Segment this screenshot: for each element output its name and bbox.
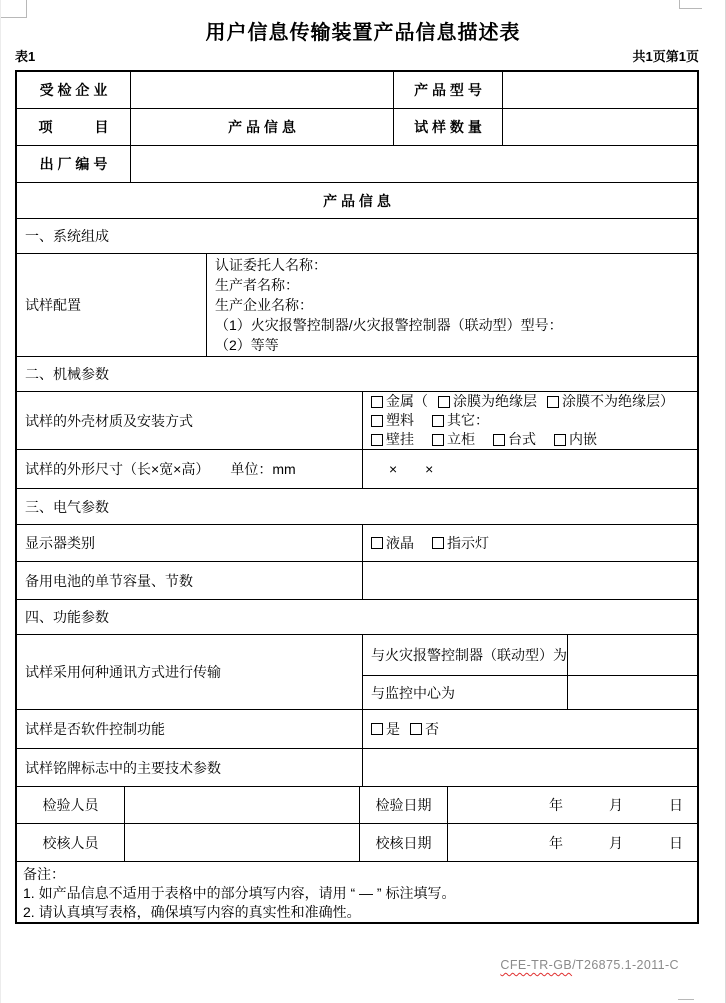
item-value: 产 品 信 息 (131, 109, 394, 145)
checkbox-option-label: 指示灯 (447, 534, 489, 551)
comm-fire-controller-field[interactable] (568, 635, 697, 675)
section-title-electrical: 三、电气参数 (25, 498, 109, 515)
margin-mark-top-right-h (679, 8, 702, 9)
notes-title: 备注： (23, 866, 65, 882)
table-row (363, 635, 697, 676)
table-row (17, 254, 697, 357)
table-row (17, 392, 697, 450)
checkbox-option-label: 否 (425, 720, 439, 737)
checkbox-icon[interactable] (371, 434, 383, 446)
sample-config-label: 试样配置 (17, 254, 207, 356)
sample-qty-label: 试 样 数 量 (394, 109, 503, 145)
checkbox-icon[interactable] (371, 396, 383, 408)
product-info-section-header: 产 品 信 息 (323, 192, 391, 209)
checkbox-option[interactable] (547, 392, 674, 411)
checkbox-option-label: 金属（ (386, 393, 428, 409)
display-type-field (363, 525, 697, 561)
product-info-table (15, 70, 699, 924)
checkbox-line (371, 411, 489, 430)
date-unit-month: 月 (609, 797, 623, 813)
product-model-field[interactable] (503, 72, 697, 108)
factory-no-field[interactable] (131, 146, 697, 182)
footer-document-code (500, 958, 679, 972)
checkbox-icon[interactable] (432, 537, 444, 549)
page-count-label: 共1页第1页 (632, 49, 699, 64)
table-row (17, 600, 697, 635)
comm-method-label: 试样采用何种通讯方式进行传输 (17, 635, 363, 709)
comm-fire-controller-label: 与火灾报警控制器（联动型）为 (363, 635, 568, 675)
notes-line: 1. 如产品信息不适用于表格中的部分填写内容，请用 “ — ” 标注填写。 (23, 885, 456, 901)
table-row (17, 489, 697, 525)
checkbox-option-label: 壁挂 (386, 431, 414, 447)
config-line: 认证委托人名称： (215, 257, 327, 273)
checkbox-icon[interactable] (493, 434, 505, 446)
table-row (17, 824, 697, 862)
section-title-system: 一、系统组成 (25, 228, 109, 244)
checkbox-icon[interactable] (371, 723, 383, 735)
table-row (17, 72, 697, 109)
sample-qty-field[interactable] (503, 109, 697, 145)
software-control-label: 试样是否软件控制功能 (17, 710, 363, 748)
checkbox-option-label: 立柜 (447, 431, 475, 447)
checkbox-line (371, 720, 439, 739)
table-row (17, 219, 697, 254)
notes-block (17, 862, 697, 922)
checkbox-line (371, 430, 597, 449)
table-row (17, 710, 697, 749)
checkbox-line (371, 392, 674, 411)
meta-row (15, 46, 699, 65)
review-date-field[interactable] (448, 824, 697, 861)
checkbox-icon[interactable] (410, 723, 422, 735)
table-row (17, 357, 697, 392)
table-row (17, 450, 697, 489)
table-row (17, 562, 697, 600)
inspector-field[interactable] (125, 787, 360, 823)
checkbox-option-label: 是 (386, 720, 400, 737)
nameplate-field[interactable] (363, 749, 697, 786)
inspect-date-label: 检验日期 (360, 787, 448, 823)
table-row (17, 109, 697, 146)
checkbox-icon[interactable] (554, 434, 566, 446)
checkbox-option-label: 塑料 (386, 412, 414, 428)
nameplate-label: 试样铭牌标志中的主要技术参数 (17, 749, 363, 786)
inspector-label: 检验人员 (17, 787, 125, 823)
date-unit-day: 日 (669, 834, 683, 851)
config-line: 生产者名称： (215, 277, 299, 293)
date-unit-month: 月 (609, 834, 623, 851)
table-row (17, 183, 697, 219)
checkbox-option[interactable] (410, 720, 439, 739)
checkbox-icon[interactable] (371, 537, 383, 549)
checkbox-option[interactable] (371, 534, 414, 553)
inspected-company-label: 受 检 企 业 (17, 72, 131, 108)
checkbox-option-label: 涂膜不为绝缘层） (562, 393, 674, 409)
table-row (17, 749, 697, 787)
sheet-label: 表1 (15, 49, 36, 64)
checkbox-option[interactable] (554, 430, 597, 449)
table-row (17, 146, 697, 183)
section-title-mechanical: 二、机械参数 (25, 366, 109, 382)
checkbox-icon[interactable] (432, 415, 444, 427)
date-unit-year: 年 (549, 834, 563, 851)
margin-mark-top-right-v (679, 0, 680, 8)
footer-code-suffix: /T26875.1-2011-C (572, 958, 679, 972)
table-row (17, 862, 697, 922)
enclosure-material-label: 试样的外壳材质及安装方式 (17, 392, 363, 449)
margin-mark-bottom-right-h (678, 999, 694, 1000)
factory-no-label: 出 厂 编 号 (17, 146, 131, 182)
checkbox-icon[interactable] (547, 396, 559, 408)
battery-field[interactable] (363, 562, 697, 599)
checkbox-option[interactable] (371, 411, 414, 430)
checkbox-option[interactable] (371, 430, 414, 449)
checkbox-option-label: 涂膜为绝缘层 (453, 393, 537, 409)
footer-code-prefix: CFE-TR-GB (500, 958, 573, 972)
notes-line: 2. 请认真填写表格，确保填写内容的真实性和准确性。 (23, 904, 361, 920)
checkbox-option[interactable] (371, 720, 400, 739)
checkbox-option-label: 内嵌 (569, 431, 597, 447)
config-line: （2）等等 (215, 337, 279, 353)
table-row (17, 525, 697, 562)
checkbox-icon[interactable] (432, 434, 444, 446)
checkbox-option[interactable] (493, 430, 536, 449)
product-model-label: 产 品 型 号 (394, 72, 503, 108)
checkbox-line (371, 534, 489, 553)
date-unit-day: 日 (669, 797, 683, 813)
comm-method-subtable (363, 635, 697, 709)
table-row (363, 676, 697, 709)
software-control-field (363, 710, 697, 748)
table-row (17, 635, 697, 710)
checkbox-option-label: 其它： (447, 412, 489, 428)
table-row (17, 787, 697, 824)
comm-monitor-center-field[interactable] (568, 676, 697, 709)
checkbox-option[interactable] (432, 534, 489, 553)
item-label: 项 目 (17, 109, 131, 145)
battery-label: 备用电池的单节容量、节数 (17, 562, 363, 599)
sample-config-field[interactable] (207, 254, 697, 356)
dimensions-field[interactable]: × × (389, 461, 434, 477)
checkbox-icon[interactable] (438, 396, 450, 408)
page-title: 用户信息传输装置产品信息描述表 (205, 22, 521, 44)
checkbox-icon[interactable] (371, 415, 383, 427)
checkbox-option[interactable] (432, 430, 475, 449)
reviewer-field[interactable] (125, 824, 360, 861)
checkbox-option[interactable] (432, 411, 489, 430)
date-unit-year: 年 (549, 797, 563, 813)
checkbox-option[interactable] (371, 392, 428, 411)
review-date-label: 校核日期 (360, 824, 448, 861)
dimensions-label: 试样的外形尺寸（长×宽×高） 单位：mm (17, 450, 363, 488)
inspected-company-field[interactable] (131, 72, 394, 108)
margin-mark-top-left-v (26, 0, 27, 17)
checkbox-option[interactable] (438, 392, 537, 411)
display-type-label: 显示器类别 (17, 525, 363, 561)
reviewer-label: 校核人员 (17, 824, 125, 861)
inspect-date-field[interactable] (448, 787, 697, 823)
enclosure-material-field (363, 392, 697, 449)
config-line: 生产企业名称： (215, 297, 313, 313)
section-title-functional: 四、功能参数 (25, 609, 109, 625)
comm-monitor-center-label: 与监控中心为 (363, 676, 568, 709)
checkbox-option-label: 台式 (508, 431, 536, 447)
config-line: （1）火灾报警控制器/火灾报警控制器（联动型）型号： (215, 317, 563, 333)
checkbox-option-label: 液晶 (386, 534, 414, 551)
